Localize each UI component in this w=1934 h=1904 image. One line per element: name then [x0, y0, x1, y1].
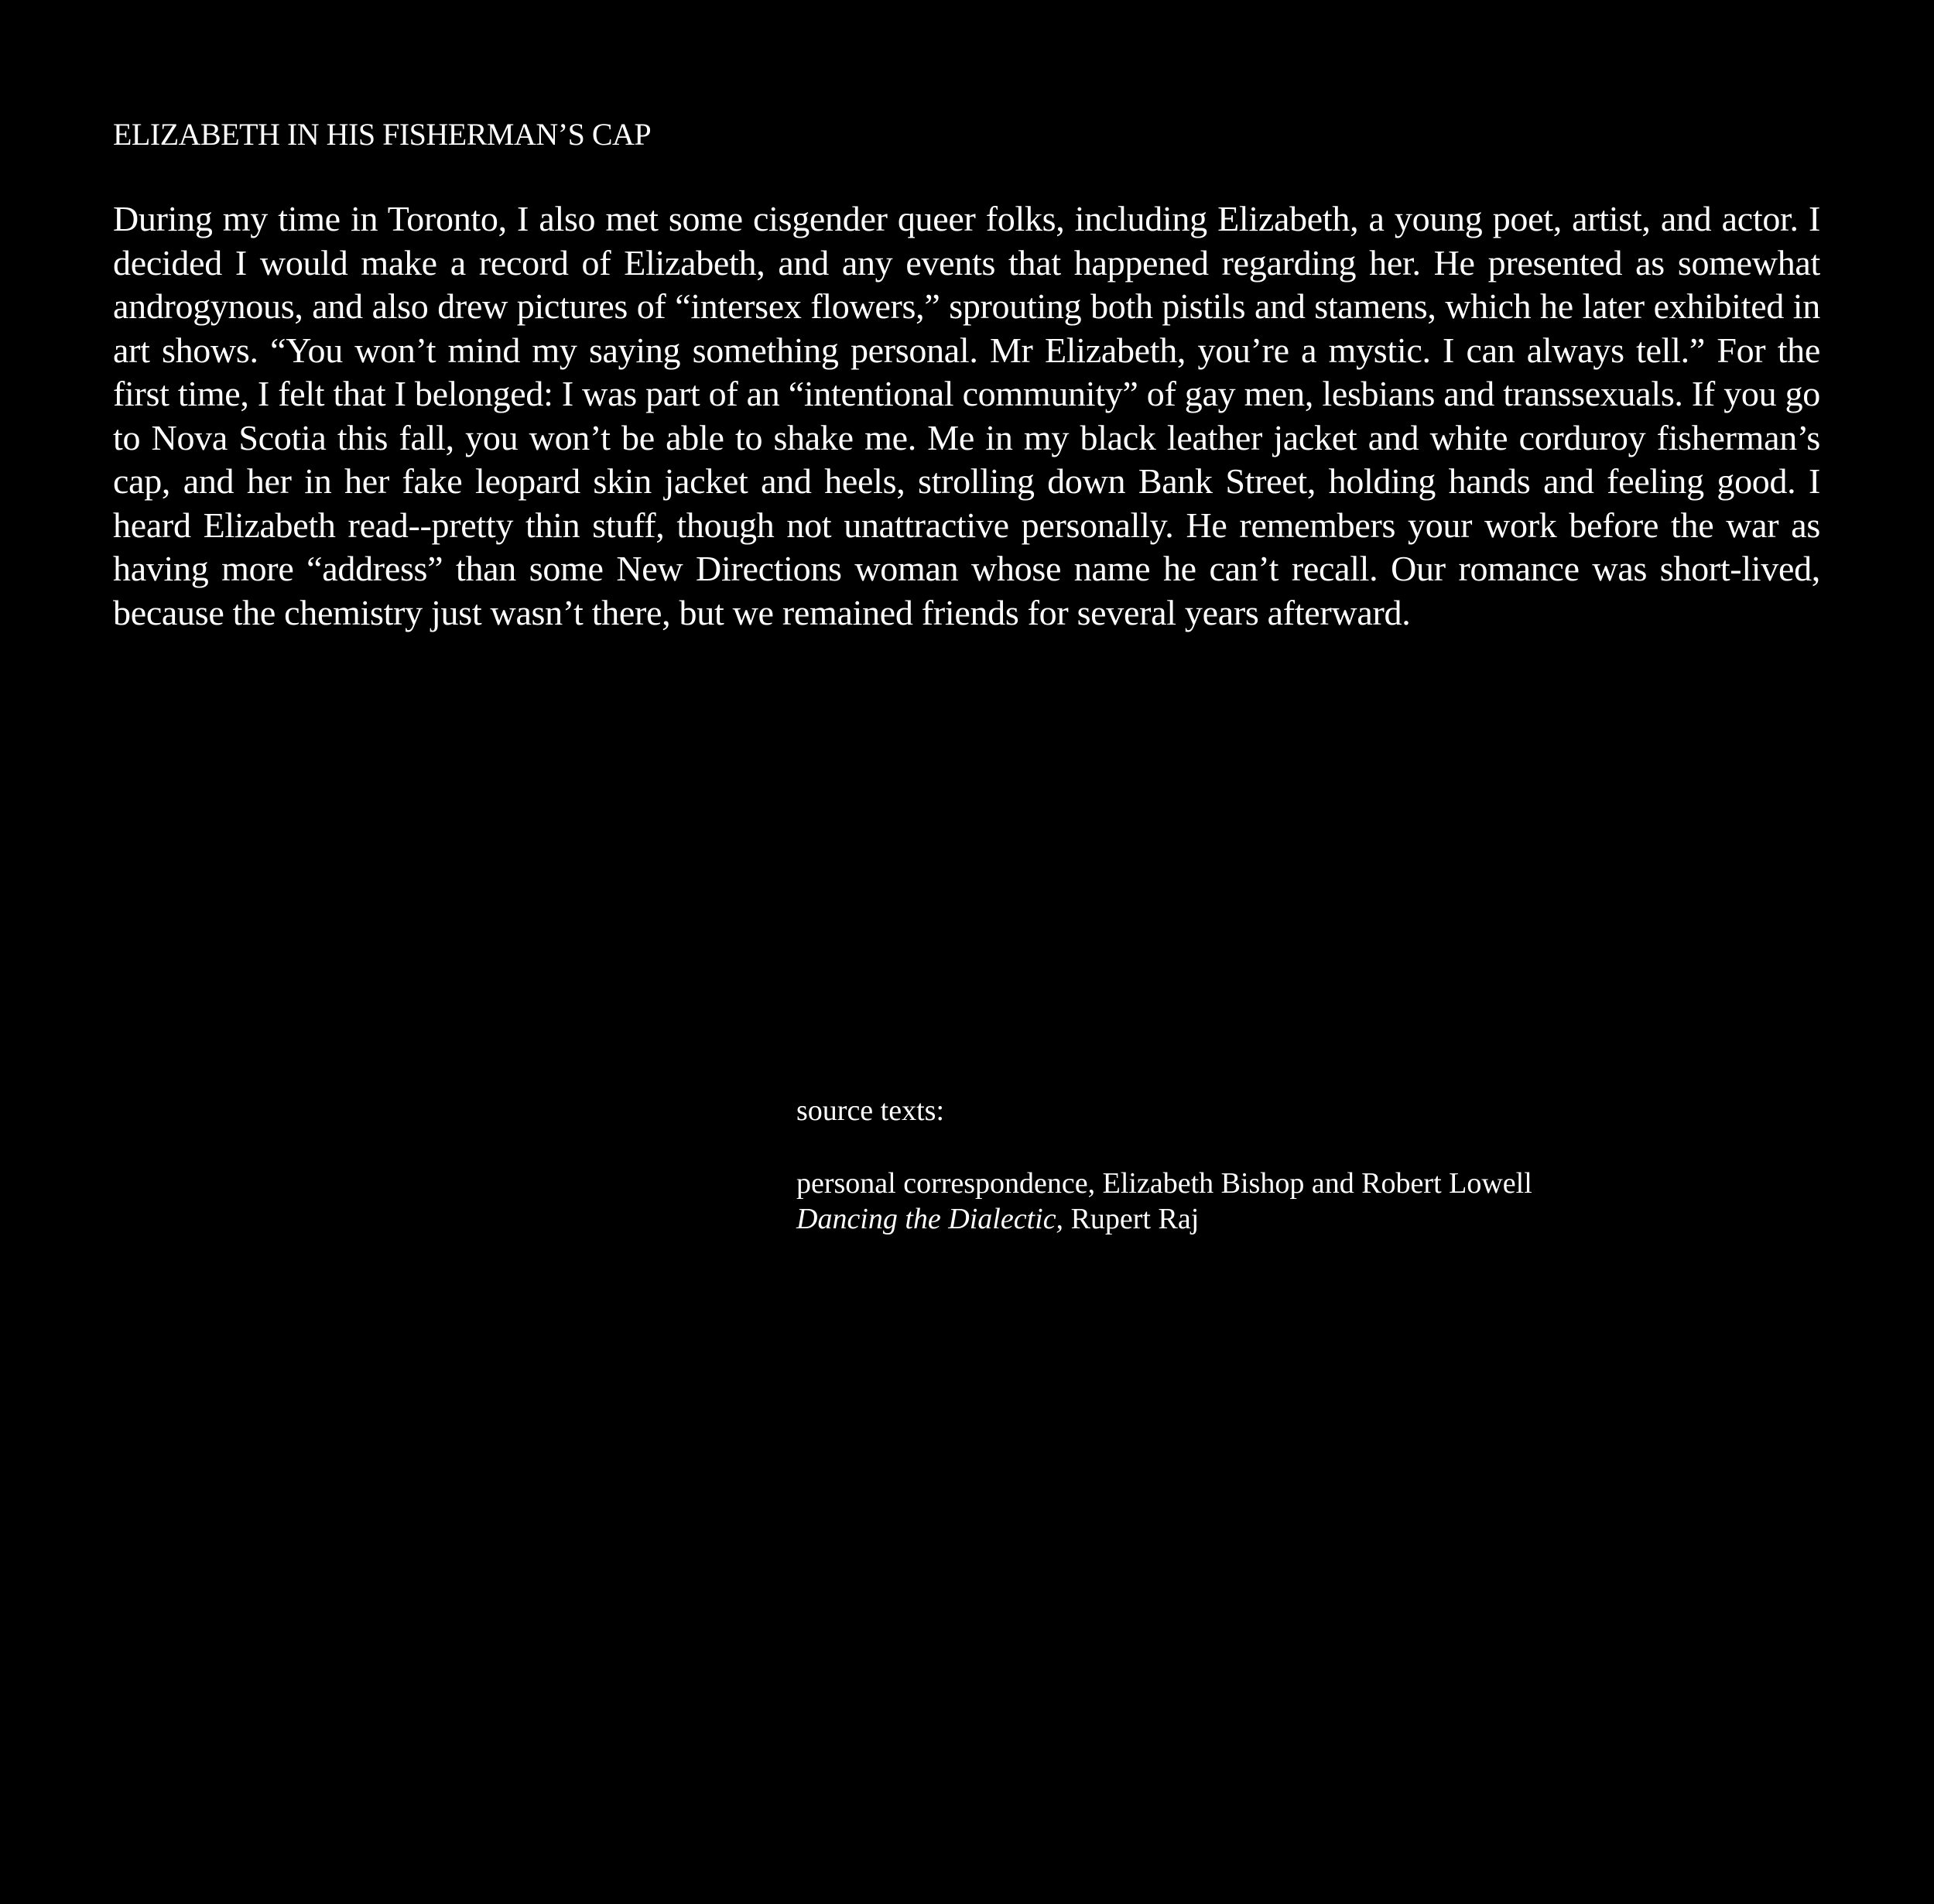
page-title: ELIZABETH IN HIS FISHERMAN’S CAP — [113, 117, 652, 152]
source-book-title: Dancing the Dialectic, — [796, 1203, 1064, 1235]
sources-block — [796, 1093, 1532, 1237]
source-line-correspondence: personal correspondence, Elizabeth Bishop and Robert Lowell — [796, 1167, 1532, 1200]
body-paragraph: During my time in Toronto, I also met some cisgender queer folks, including Elizabeth, a young poet, artist, and actor. I decided I would make a record of Elizabeth, and any events that happened regarding her. He presented as somewhat androgynous, and also drew pictures of “intersex flowers,” sprouting both pistils and stamens, which he later exhibited in art shows. “You won’t mind my saying something personal. Mr Elizabeth, you’re a mystic. I can always tell.” For the first time, I felt that I belonged: I was part of an “intentional community” of gay men, lesbians and transsexuals. If you go to Nova Scotia this fall, you won’t be able to shake me. Me in my black leather jacket and white corduroy fisherman’s cap, and her in her fake leopard skin jacket and heels, strolling down Bank Street, holding hands and feeling good. I heard Elizabeth read--pretty thin stuff, though not unattractive personally. He remembers your work before the war as having more “address” than some New Directions woman whose name he can’t recall. Our romance was short-lived, because the chemistry just wasn’t there, but we remained friends for several years afterward. — [113, 199, 1820, 632]
source-line-book — [796, 1201, 1532, 1237]
sources-heading: source texts: — [796, 1094, 945, 1127]
source-book-author: Rupert Raj — [1063, 1203, 1200, 1235]
